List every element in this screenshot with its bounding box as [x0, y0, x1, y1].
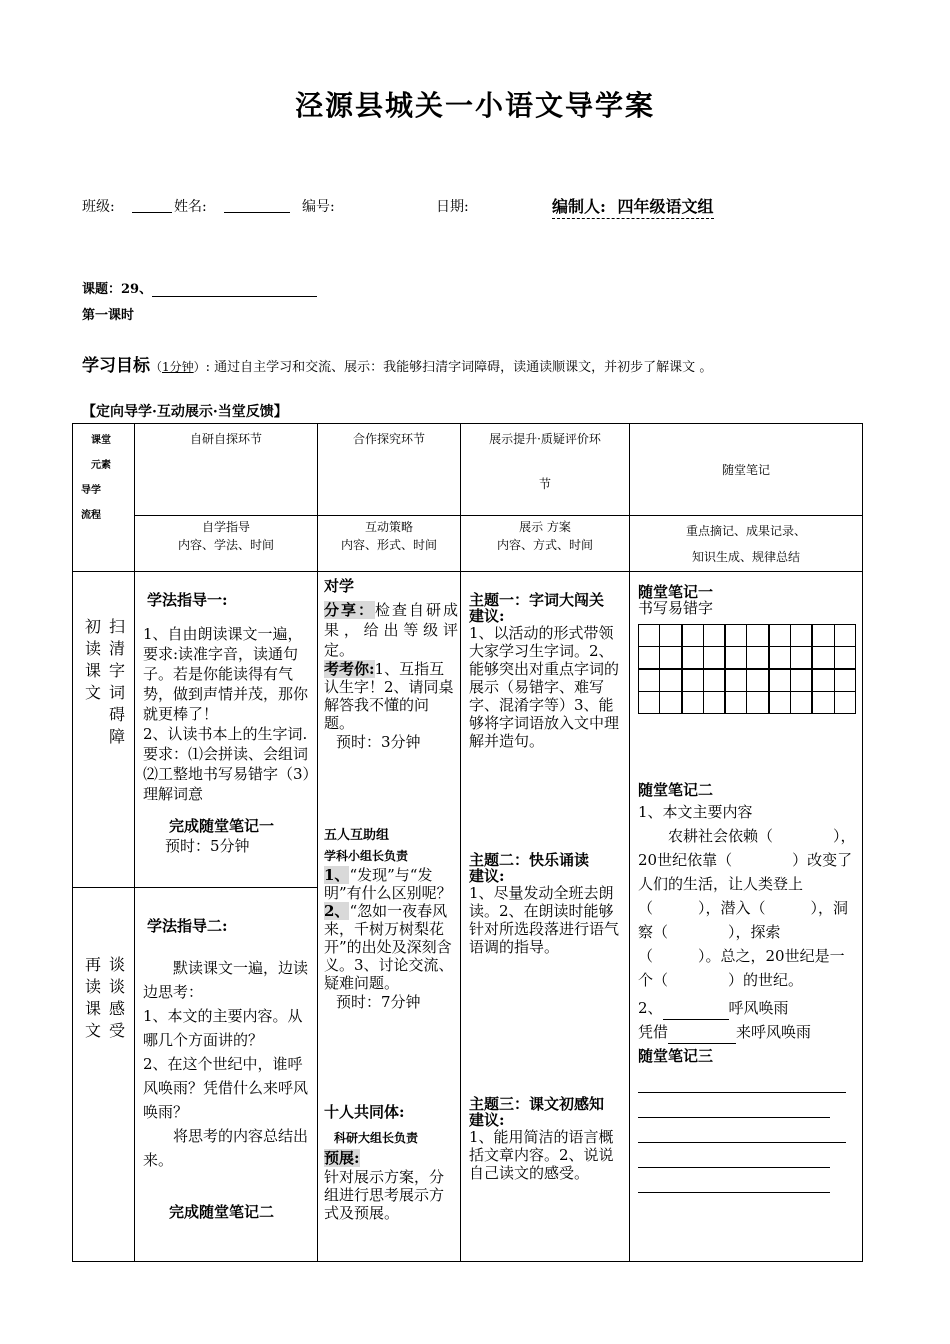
- guide2-p3: 2、在这个世纪中，谁呼风唤雨？凭借什么来呼风唤雨？: [143, 1055, 309, 1121]
- coop-group10: 十人共同体:: [324, 1103, 405, 1121]
- coop-time2: 预时：7分钟: [336, 993, 421, 1011]
- notes-line[interactable]: [638, 1072, 846, 1093]
- notes-cell: [630, 572, 863, 1262]
- corner-text: 导学: [81, 485, 101, 496]
- col3-sub1: 展示 方案: [519, 520, 571, 534]
- row2-label-b: 谈谈感受: [106, 956, 126, 1044]
- row2-label-a: 再读课文: [82, 956, 102, 1044]
- objective-time-open: （: [150, 360, 163, 374]
- show-t3-sug: 建议:: [469, 1111, 505, 1129]
- guide2-p1: 默读课文一遍，边读边思考：: [143, 959, 309, 1001]
- notes-n2-item3-a: 凭借: [638, 1023, 669, 1041]
- corner-text: 元素: [91, 460, 111, 471]
- guide1-time: 预时：5分钟: [165, 837, 250, 855]
- guide2-cell: [135, 888, 318, 1262]
- col3-header-text2: 节: [538, 477, 551, 491]
- show-t1-title: 主题一：字词大闯关: [469, 591, 605, 609]
- notes-blank-1[interactable]: [663, 1004, 729, 1020]
- objective-text: : 通过自主学习和交流、展示：我能够扫清字词障碍，读通读顺课文，并初步了解课文 。: [205, 360, 713, 375]
- notes-n2-item2-b: 呼风唤雨: [728, 999, 789, 1017]
- notes-line[interactable]: [638, 1097, 830, 1118]
- guide2-title: 学法指导二:: [147, 917, 228, 935]
- number-label: 编号:: [302, 199, 335, 215]
- guide1-p2: 2、认读书本上的生字词.要求：⑴会拼读、会组词 ⑵工整地书写易错字（3）理解词意: [143, 725, 339, 803]
- col4-header: [630, 424, 863, 516]
- objective: [82, 351, 712, 376]
- row1-label-b: 扫清字词碍障: [106, 618, 126, 750]
- coop-q1-text: “发现”与“发明”有什么区别呢？: [324, 866, 452, 902]
- guide1-title: 学法指导一:: [147, 591, 228, 609]
- lesson-topic-label: 课题：29、: [82, 282, 153, 297]
- col3-header-text: 展示提升·质疑评价环: [489, 432, 601, 446]
- coop-group10-lead: 科研大组长负责: [334, 1131, 419, 1145]
- coop-cell: [318, 572, 461, 1262]
- notes-n1-sub: 书写易错字: [638, 599, 714, 617]
- show-t2-text: 1、尽量发动全班去朗读。2、在朗读时能够针对所选段落进行语气语调的指导。: [469, 884, 620, 956]
- date-label: 日期:: [436, 199, 469, 215]
- notes-line[interactable]: [638, 1122, 846, 1143]
- notes-n1-title: 随堂笔记一: [638, 583, 714, 601]
- row1-label: [73, 572, 135, 888]
- editor-value: 四年级语文组: [617, 197, 714, 216]
- objective-time: 1分钟: [162, 360, 194, 374]
- notes-n2-item1: 1、本文主要内容: [638, 803, 753, 821]
- coop-test-label: 考考你:: [324, 660, 375, 678]
- notes-n3-title: 随堂笔记三: [638, 1047, 714, 1065]
- coop-preview-text: 针对展示方案，分组进行思考展示方式及预展。: [324, 1168, 445, 1222]
- row1-label-a: 初读课文: [82, 618, 102, 706]
- coop-test-text: 1、互指互认生字！2、请同桌解答我不懂的问题。: [324, 660, 454, 732]
- guide1-p1: 1、自由朗读课文一遍，要求:读准字音，读通句子。若是你能读得有气势，做到声情并茂，那你就更棒了！: [143, 625, 309, 723]
- col4-sub: [630, 516, 863, 572]
- guide2-finish: 完成随堂笔记二: [169, 1203, 275, 1221]
- show-t1-sug: 建议:: [469, 607, 505, 625]
- col1-header: [135, 424, 318, 516]
- row2-label: [73, 888, 135, 1262]
- show-t3-text: 1、能用简洁的语言概括文章内容。2、说说自己读文的感受。: [469, 1128, 614, 1182]
- corner-cell: [73, 424, 135, 572]
- show-t2-sug: 建议:: [469, 867, 505, 885]
- guide2-p4: 将思考的内容总结出来。: [143, 1127, 309, 1169]
- coop-group5-lead: 学科小组长负责: [324, 849, 409, 863]
- col4-sub1: 重点摘记、成果记录、: [685, 524, 806, 538]
- show-t2-title: 主题二：快乐诵读: [469, 851, 590, 869]
- name-blank[interactable]: [224, 198, 290, 213]
- col1-header-text: 自研自探环节: [189, 432, 262, 446]
- show-cell: [461, 572, 630, 1262]
- show-t3-title: 主题三：课文初感知: [469, 1095, 605, 1113]
- col2-sub1: 互动策略: [364, 520, 413, 534]
- objective-time-close: ）: [193, 360, 206, 374]
- class-label: 班级:: [82, 199, 115, 215]
- name-label: 姓名:: [174, 199, 207, 215]
- col1-sub2: 内容、学法、时间: [177, 538, 274, 552]
- coop-q2-text: “忽如一夜春风来，千树万树梨花开”的出处及深刻含义。3、讨论交流、疑难问题。: [324, 902, 454, 992]
- lesson-period: 第一课时: [82, 308, 135, 323]
- col2-header: [318, 424, 461, 516]
- notes-line[interactable]: [638, 1172, 830, 1193]
- coop-share-text: 检查自研成果，给出等级评定。: [324, 601, 458, 659]
- lesson-topic: [82, 278, 317, 297]
- guide2-p2: 1、本文的主要内容。从哪几个方面讲的？: [143, 1007, 303, 1049]
- writing-grid[interactable]: [638, 624, 856, 714]
- guide1-cell: [135, 572, 339, 888]
- class-blank[interactable]: [132, 198, 172, 213]
- notes-line[interactable]: [638, 1147, 830, 1168]
- coop-q1-num: 1、: [324, 866, 350, 884]
- col4-header-text: 随堂笔记: [721, 463, 770, 477]
- coop-preview-label: 预展:: [324, 1149, 360, 1167]
- col2-sub2: 内容、形式、时间: [340, 538, 437, 552]
- lesson-topic-blank[interactable]: [152, 284, 317, 297]
- col1-sub: [135, 516, 318, 572]
- col4-sub2: 知识生成、规律总结: [691, 550, 800, 564]
- objective-label: 学习目标: [82, 356, 150, 376]
- col1-sub1: 自学指导: [201, 520, 250, 534]
- col3-sub2: 内容、方式、时间: [496, 538, 593, 552]
- coop-share-label: 分享：: [324, 601, 375, 619]
- coop-time1: 预时：3分钟: [336, 733, 421, 751]
- guide1-finish: 完成随堂笔记一: [169, 817, 275, 835]
- corner-text: 流程: [81, 510, 101, 521]
- coop-group5: 五人互助组: [324, 828, 390, 843]
- coop-duixue: 对学: [324, 577, 355, 595]
- col2-header-text: 合作探究环节: [352, 432, 425, 446]
- page-title: 泾源县城关一小语文导学案: [294, 89, 655, 122]
- notes-blank-2[interactable]: [668, 1028, 736, 1044]
- col3-header: [461, 424, 630, 516]
- editor-label: 编制人:: [552, 197, 606, 216]
- col3-sub: [461, 516, 630, 572]
- editor: [552, 194, 714, 219]
- coop-q2-num: 2、: [324, 902, 350, 920]
- notes-n2-item2-a: 2、: [638, 999, 663, 1017]
- notes-n2-item3-b: 来呼风唤雨: [736, 1023, 812, 1041]
- section-title: 【定向导学·互动展示·当堂反馈】: [82, 404, 288, 420]
- notes-n2-title: 随堂笔记二: [638, 781, 714, 799]
- col2-sub: [318, 516, 461, 572]
- corner-text: 课堂: [91, 435, 111, 446]
- notes-n2-text: 农耕社会依赖（ ），20世纪依靠（ ）改变了人们的生活，让人类登上（ ），潜入（ ），洞察（ ），探索（ ）。总之，20世纪是一个（ ）的世纪。: [638, 827, 856, 989]
- guide-table: [72, 423, 863, 1262]
- show-t1-text: 1、以活动的形式带领大家学习生字词。2、能够突出对重点字词的展示（易错字、难写字、混淆字等）3、能够将字词语放入文中理解并造句。: [469, 624, 620, 750]
